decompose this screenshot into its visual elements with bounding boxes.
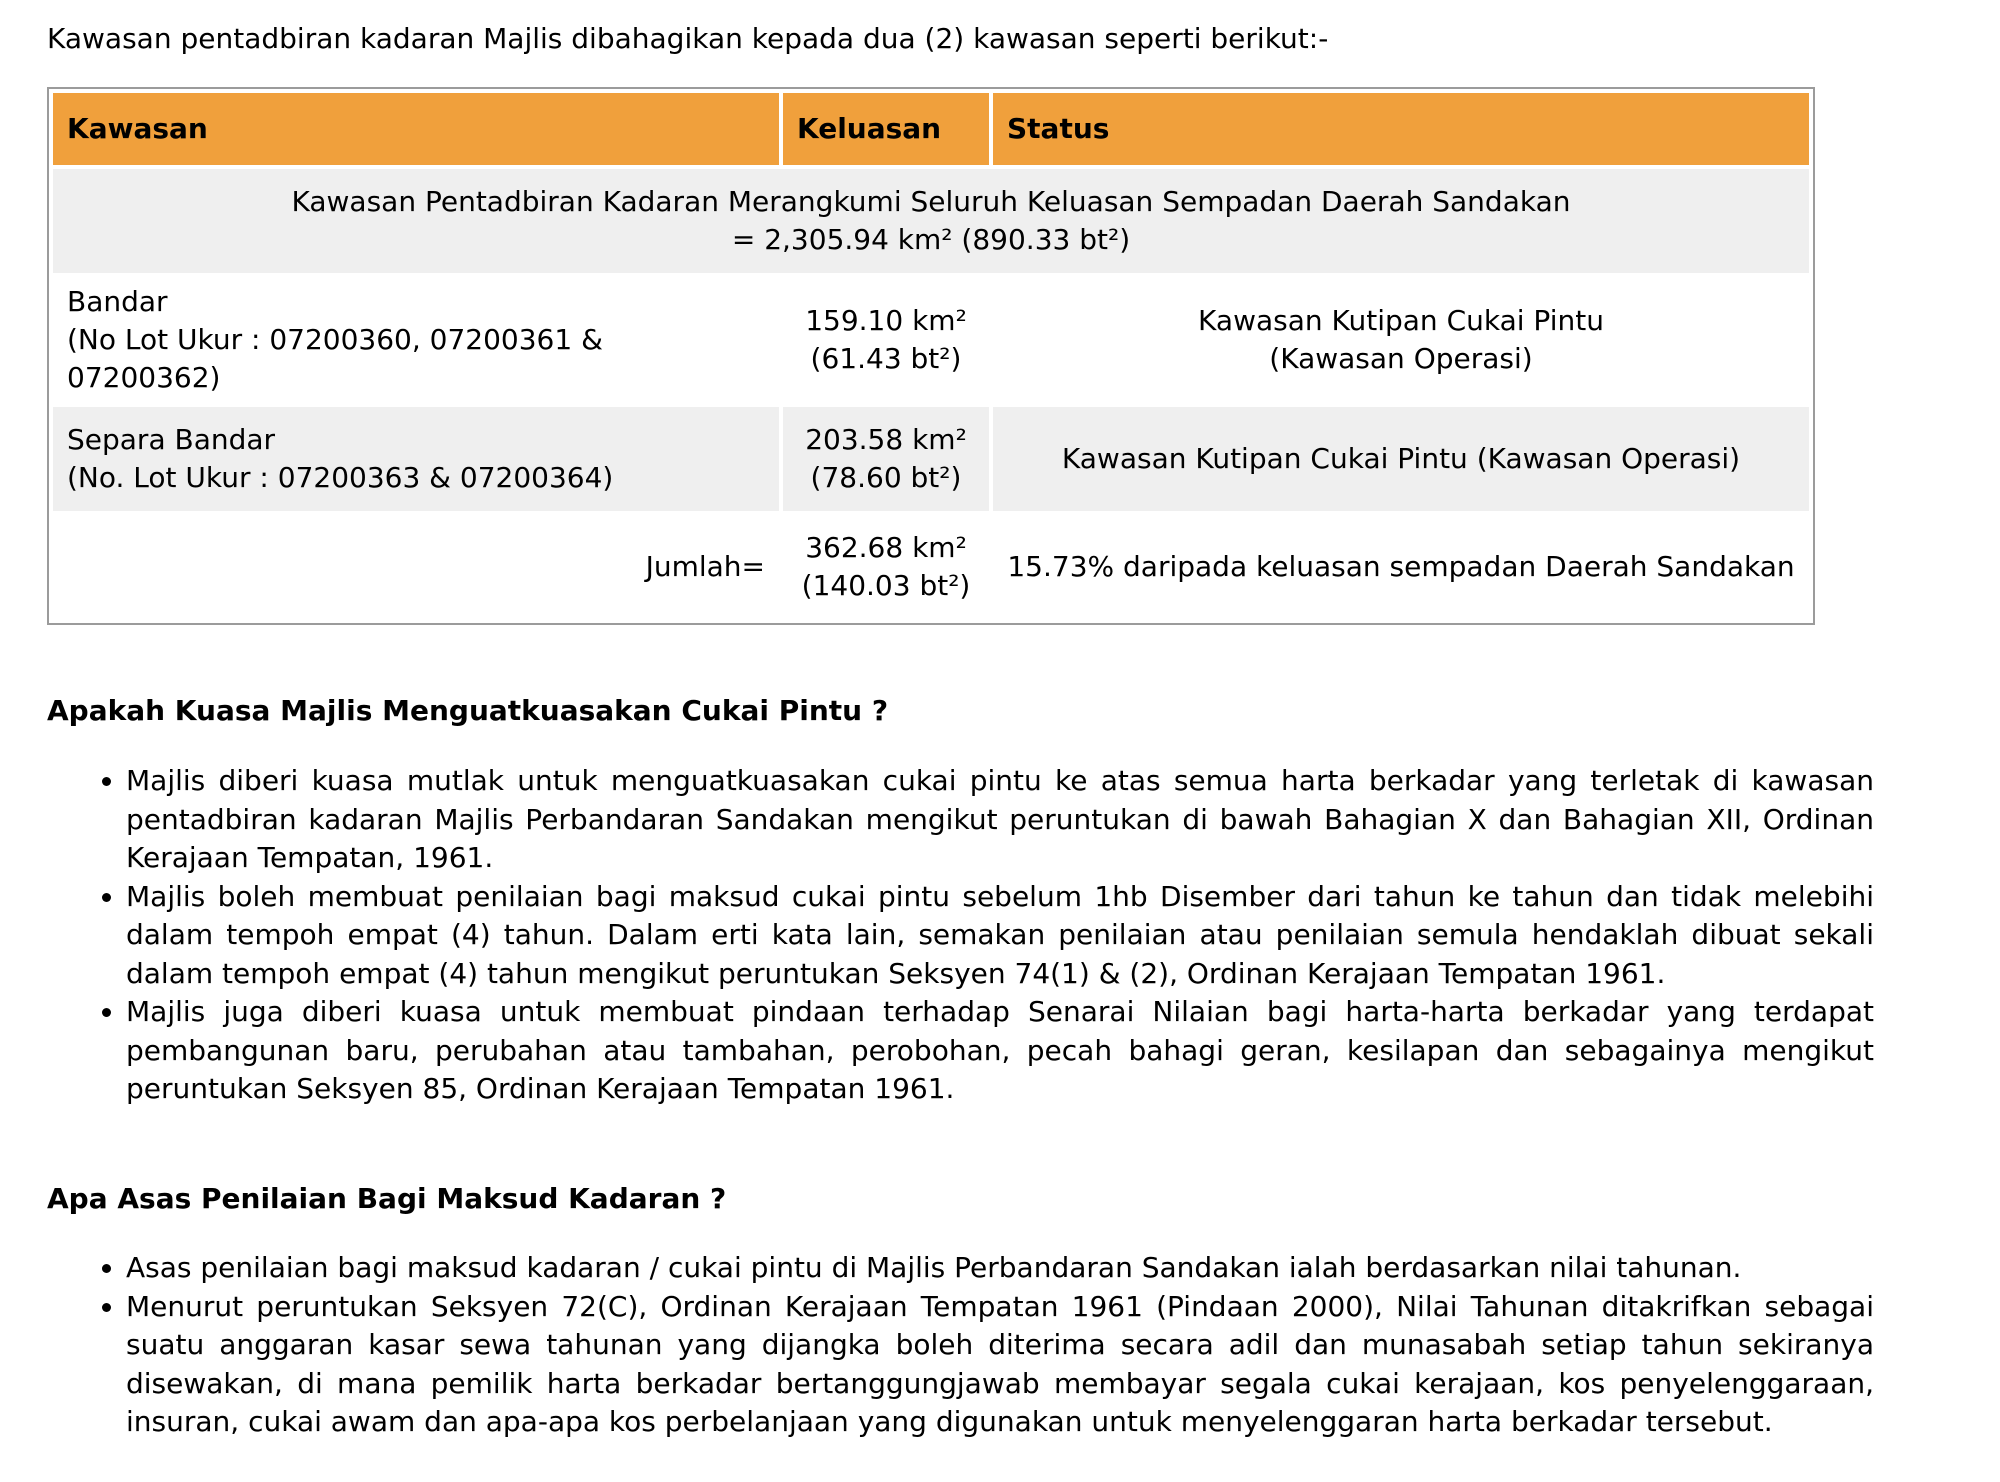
summary-line-2: = 2,305.94 km² (890.33 bt²) [731, 223, 1131, 256]
page-content [47, 0, 1953, 1438]
header-keluasan: Keluasan [783, 93, 989, 165]
list-item: • Majlis boleh membuat penilaian bagi maksud cukai pintu sebelum 1hb Disember dari tahun ke tahun dan tidak melebihi dalam tempoh empat (4) tahun. Dalam erti kata lain, semakan penilaian atau penilaian semula hendaklah dibuat sekali dalam tempoh empat (4) tahun mengikut peruntukan Seksyen 74(1) & (2), Ordinan Kerajaan Tempatan 1961. [126, 878, 1874, 994]
status-cell [993, 407, 1809, 511]
keluasan-km: 203.58 km² [805, 423, 967, 456]
intro-text: Kawasan pentadbiran kadaran Majlis dibahagikan kepada dua (2) kawasan seperti berikut:- [47, 22, 1329, 55]
total-status: 15.73% daripada keluasan sempadan Daerah Sandakan [1007, 550, 1795, 583]
section-2-list [47, 1249, 1874, 1442]
list-item: • Majlis diberi kuasa mutlak untuk menguatkuasakan cukai pintu ke atas semua harta berkadar yang terletak di kawasan pentadbiran kadaran Majlis Perbandaran Sandakan mengikut peruntukan di bawah Bahagian X dan Bahagian XII, Ordinan Kerajaan Tempatan, 1961. [126, 762, 1874, 878]
list-item: • Asas penilaian bagi maksud kadaran / cukai pintu di Majlis Perbandaran Sandakan ialah berdasarkan nilai tahunan. [126, 1249, 1874, 1288]
areas-table [47, 87, 1815, 625]
kawasan-name: Bandar [67, 285, 168, 318]
keluasan-cell [783, 407, 989, 511]
section-2-heading: Apa Asas Penilaian Bagi Maksud Kadaran ? [47, 1182, 727, 1215]
summary-line-1: Kawasan Pentadbiran Kadaran Merangkumi Seluruh Keluasan Sempadan Daerah Sandakan [291, 185, 1571, 218]
total-row [53, 515, 1809, 619]
section-1-list [47, 762, 1874, 1109]
header-kawasan: Kawasan [53, 93, 779, 165]
keluasan-cell [783, 277, 989, 403]
kawasan-lot: (No Lot Ukur : 07200360, 07200361 & 07200362) [67, 323, 603, 394]
keluasan-bt: (78.60 bt²) [810, 461, 962, 494]
kawasan-cell [53, 407, 779, 511]
table-row [53, 407, 1809, 511]
kawasan-lot: (No. Lot Ukur : 07200363 & 07200364) [67, 461, 614, 494]
table-row [53, 277, 1809, 403]
table-header-row [53, 93, 1809, 165]
total-keluasan-km: 362.68 km² [805, 531, 967, 564]
status-line-1: Kawasan Kutipan Cukai Pintu [1198, 304, 1604, 337]
status-line-2: (Kawasan Operasi) [1269, 342, 1533, 375]
status-line-1: Kawasan Kutipan Cukai Pintu (Kawasan Operasi) [1061, 442, 1741, 475]
keluasan-km: 159.10 km² [805, 304, 967, 337]
kawasan-cell [53, 277, 779, 403]
header-status: Status [993, 93, 1809, 165]
status-cell [993, 277, 1809, 403]
summary-cell [53, 169, 1809, 273]
list-item: • Menurut peruntukan Seksyen 72(C), Ordinan Kerajaan Tempatan 1961 (Pindaan 2000), Nilai Tahunan ditakrifkan sebagai suatu anggaran kasar sewa tahunan yang dijangka boleh diterima secara adil dan munasabah setiap tahun sekiranya disewakan, di mana pemilik harta berkadar bertanggungjawab membayar segala cukai kerajaan, kos penyelenggaraan, insuran, cukai awam dan apa-apa kos perbelanjaan yang digunakan untuk menyelenggaran harta berkadar tersebut. [126, 1288, 1874, 1442]
section-1-heading: Apakah Kuasa Majlis Menguatkuasakan Cukai Pintu ? [47, 694, 889, 727]
total-keluasan-bt: (140.03 bt²) [801, 569, 971, 602]
list-item: • Majlis juga diberi kuasa untuk membuat pindaan terhadap Senarai Nilaian bagi harta-harta berkadar yang terdapat pembangunan baru, perubahan atau tambahan, perobohan, pecah bahagi geran, kesilapan dan sebagainya mengikut peruntukan Seksyen 85, Ordinan Kerajaan Tempatan 1961. [126, 993, 1874, 1109]
keluasan-bt: (61.43 bt²) [810, 342, 962, 375]
summary-row [53, 169, 1809, 273]
total-keluasan-cell [783, 515, 989, 619]
kawasan-name: Separa Bandar [67, 423, 276, 456]
total-label: Jumlah= [645, 550, 765, 583]
